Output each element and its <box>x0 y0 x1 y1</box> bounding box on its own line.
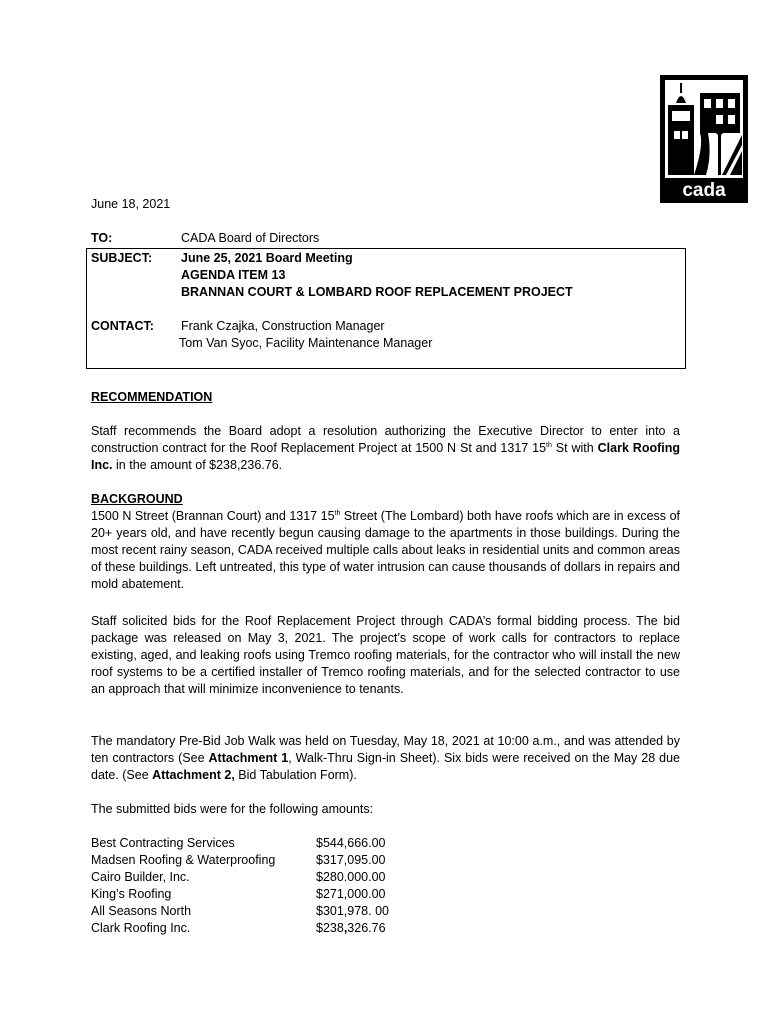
list-item: Clark Roofing Inc. $238,326.76 <box>91 921 386 935</box>
list-item: King’s Roofing $271,000.00 <box>91 887 386 901</box>
list-item: Cairo Builder, Inc. $280.000.00 <box>91 870 386 884</box>
subject-line: BRANNAN COURT & LOMBARD ROOF REPLACEMENT PROJECT <box>181 285 573 299</box>
subject-line: June 25, 2021 Board Meeting <box>181 251 353 265</box>
list-item: Madsen Roofing & Waterproofing $317,095.00 <box>91 853 386 867</box>
contact-line: Tom Van Syoc, Facility Maintenance Manager <box>179 336 433 350</box>
attachment-1-ref: Attachment 1 <box>208 751 289 765</box>
to-label: TO: <box>91 231 113 245</box>
background-heading: BACKGROUND <box>91 492 183 506</box>
background-paragraph-1: 1500 N Street (Brannan Court) and 1317 15th Street (The Lombard) both have roofs which are in excess of 20+ years old, and have recently begun causing damage to the apartments in those buildings. During the most recent rainy season, CADA received multiple calls about leaks in residential units and common areas of these buildings. Left untreated, this type of water intrusion can cause thousands of dollars in repairs and mold abatement. <box>91 509 680 591</box>
subject-label: SUBJECT: <box>91 251 153 265</box>
background-paragraph-4: The submitted bids were for the following amounts: <box>91 802 374 816</box>
memo-date: June 18, 2021 <box>91 197 171 211</box>
logo-text: cada <box>682 180 726 201</box>
contact-label: CONTACT: <box>91 319 154 333</box>
recommendation-heading: RECOMMENDATION <box>91 390 213 404</box>
list-item: Best Contracting Services $544,666.00 <box>91 836 386 850</box>
list-item: All Seasons North $301,978. 00 <box>91 904 389 918</box>
recommendation-paragraph: Staff recommends the Board adopt a resolution authorizing the Executive Director to enter into a construction contract for the Roof Replacement Project at 1500 N St and 1317 15th St with Clark Roofing Inc. in the amount of $238,236.76. <box>91 424 680 472</box>
subject-line: AGENDA ITEM 13 <box>181 268 286 282</box>
contractor-name: Clark Roofing Inc. <box>91 441 680 472</box>
background-paragraph-3: The mandatory Pre-Bid Job Walk was held on Tuesday, May 18, 2021 at 10:00 a.m., and was attended by ten contractors (See Attachment 1, Walk-Thru Sign-in Sheet). Six bids were received on the May 28 due date. (See Attachment 2, Bid Tabulation Form). <box>91 734 681 782</box>
bids-list <box>91 835 491 937</box>
attachment-2-ref: Attachment 2, <box>152 768 235 782</box>
contact-line: Frank Czajka, Construction Manager <box>181 319 385 333</box>
background-paragraph-2: Staff solicited bids for the Roof Replacement Project through CADA’s formal bidding process. The bid package was released on May 3, 2021. The project’s scope of work calls for contractors to replace existing, aged, and leaking roofs using Tremco roofing materials, for the contractor who will install the new roof systems to be a certified installer of Tremco roofing materials, and for the selected contractor to use an approach that will minimize inconvenience to tenants. <box>91 614 680 696</box>
to-value: CADA Board of Directors <box>181 231 320 245</box>
cada-logo <box>660 75 748 203</box>
